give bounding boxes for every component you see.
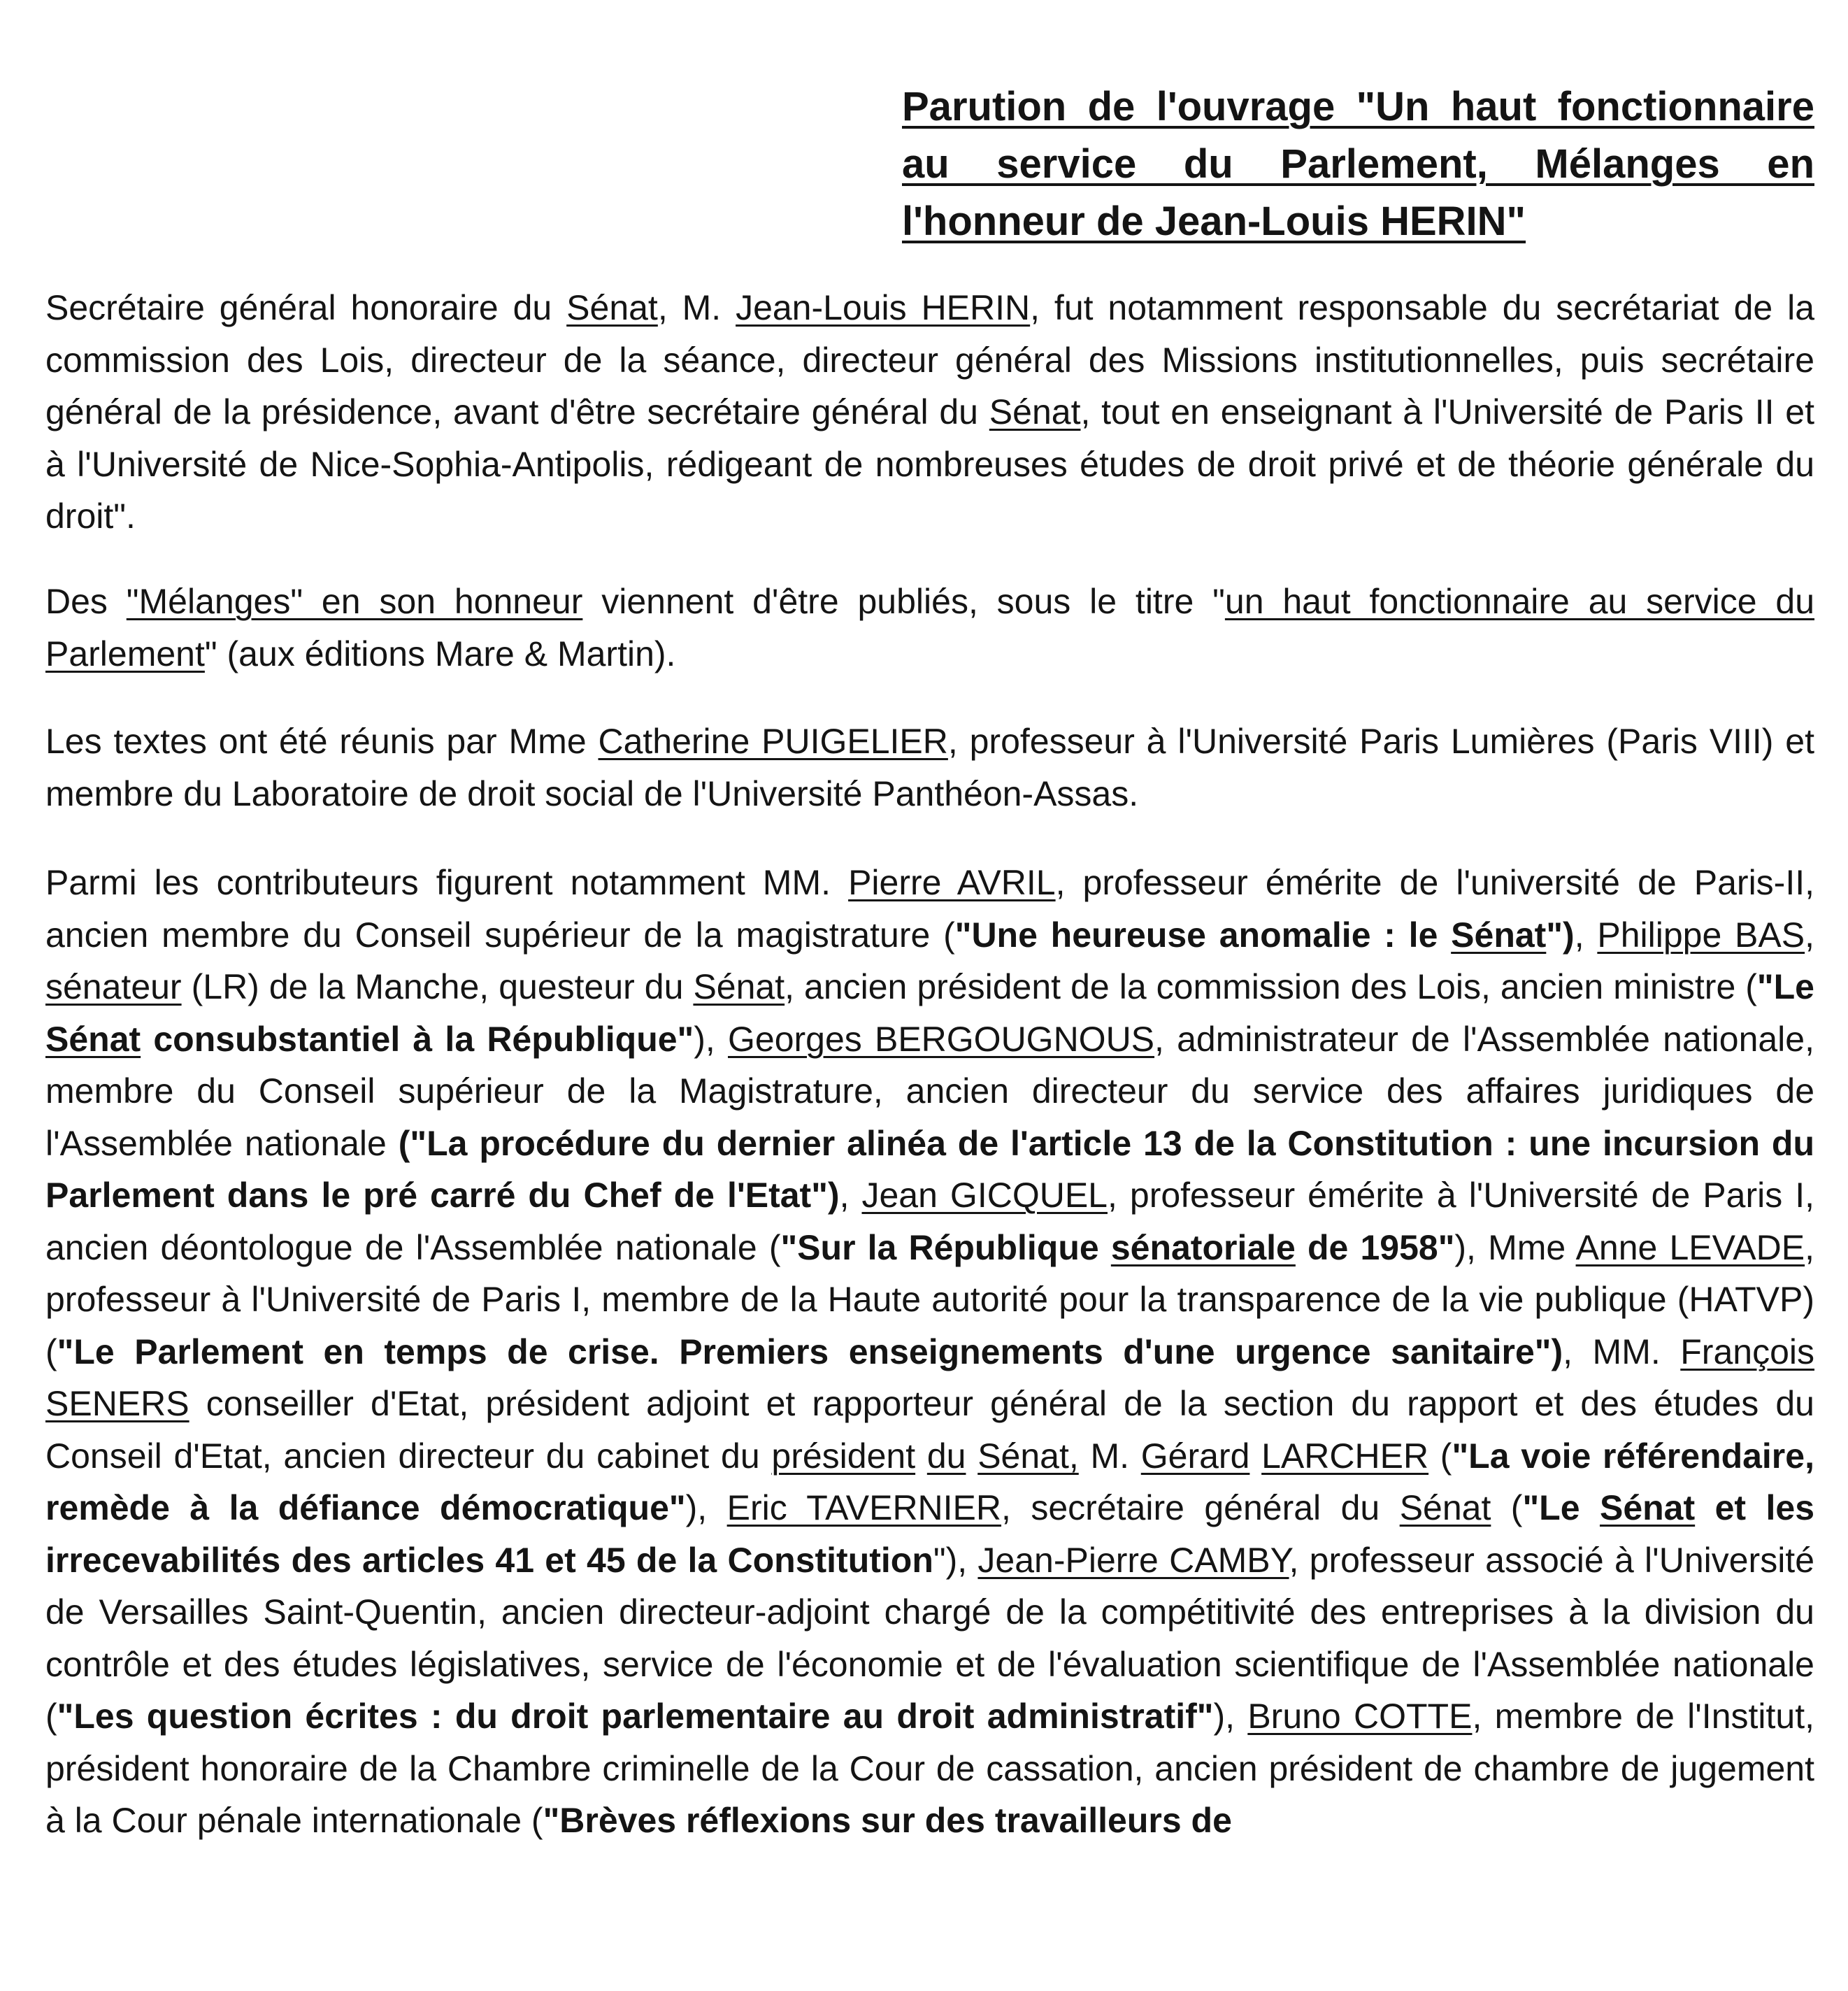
underlined-name-levade: Anne LEVADE <box>1575 1227 1805 1267</box>
text: , professeur à l'Université de Paris I, membre de la Haute autorité pour la transparence de la vie publique (HATVP) ( <box>45 1227 1814 1371</box>
underlined-president: président <box>771 1436 916 1476</box>
paragraph-editor <box>45 715 1814 820</box>
underlined-name-camby: Jean-Pierre CAMBY <box>977 1540 1289 1580</box>
bold-contribution-title: "Le Parlement en temps de crise. Premiers enseignements d'une urgence sanitaire") <box>57 1332 1563 1371</box>
underlined-name-gerard: Gérard <box>1140 1436 1250 1476</box>
underlined-senateur: sénateur <box>45 967 182 1006</box>
text: et les irrecevabilités des articles 41 et 45 de la Constitution <box>45 1488 1815 1580</box>
paragraph-contributors <box>45 857 1814 1847</box>
paragraph-publication <box>45 576 1814 680</box>
underlined-melanges: "Mélanges" en son honneur <box>126 582 583 621</box>
underlined-senat: Sénat <box>1599 1488 1696 1527</box>
text: , fut notamment responsable du secrétariat de la commission des Lois, directeur de la séance, directeur général des Missions institutionnelles, puis secrétaire général de la présidence, avant d'être secrétaire général du <box>45 288 1815 431</box>
underlined-senat: Sénat <box>1451 915 1547 955</box>
text: (LR) de la Manche, questeur du <box>181 967 694 1006</box>
underlined-name-larcher: LARCHER <box>1261 1436 1429 1476</box>
text: , <box>1574 915 1598 955</box>
text: , professeur associé à l'Université de Versailles Saint-Quentin, ancien directeur-adjoint chargé de la compétitivité des entreprises à la division du contrôle et des études législatives, service de l'économie et de l'évaluation scientifique de l'Assemblée nationale ( <box>45 1540 1814 1736</box>
text: ), Mme <box>1454 1227 1576 1267</box>
underlined-name-seners: François SENERS <box>45 1332 1814 1423</box>
bold-contribution-title <box>780 1228 1454 1267</box>
underlined-name-herin: Jean-Louis HERIN <box>736 288 1031 327</box>
document-title <box>902 78 1814 250</box>
underlined-name-avril: Pierre AVRIL <box>848 863 1056 902</box>
underlined-senat: Sénat <box>566 288 658 327</box>
text: consubstantiel à la République" <box>141 1019 694 1059</box>
underlined-name-puigelier: Catherine PUIGELIER <box>598 722 948 761</box>
underlined-name-bas: Philippe BAS <box>1597 915 1805 955</box>
text: , <box>839 1176 862 1215</box>
text: viennent d'être publiés, sous le titre " <box>582 582 1225 621</box>
underlined-senat: Sénat <box>989 392 1081 431</box>
text: ( <box>1491 1488 1523 1527</box>
title-line-2: au service du Parlement, Mélanges en <box>902 141 1814 187</box>
text: " (aux éditions Mare & Martin). <box>204 634 676 673</box>
text: , M. <box>657 288 736 327</box>
text: "Une heureuse anomalie : le <box>954 915 1452 955</box>
underlined-name-cotte: Bruno COTTE <box>1247 1697 1473 1736</box>
text: ( <box>1428 1436 1452 1476</box>
text: , professeur émérite à l'Université de Paris I, ancien déontologue de l'Assemblée nationale ( <box>45 1176 1814 1267</box>
text: , membre de l'Institut, président honoraire de la Chambre criminelle de la Cour de cassation, ancien président de chambre de jugement à la Cour pénale internationale ( <box>45 1697 1814 1840</box>
text: , professeur à l'Université Paris Lumières (Paris VIII) et membre du Laboratoire de droit social de l'Université Panthéon-Assas. <box>45 722 1814 813</box>
underlined-name-tavernier: Eric TAVERNIER <box>726 1488 1002 1527</box>
text <box>915 1436 927 1476</box>
text: , tout en enseignant à l'Université de Paris II et à l'Université de Nice-Sophia-Antipolis, rédigeant de nombreuses études de droit privé et de théorie générale du droit". <box>45 392 1814 536</box>
underlined-name-bergougnous: Georges BERGOUGNOUS <box>728 1019 1155 1059</box>
text: conseiller d'Etat, président adjoint et rapporteur général de la section du rapport et des études du Conseil d'Etat, ancien directeur du cabinet du <box>45 1384 1814 1476</box>
paragraph-career <box>45 282 1814 543</box>
text: "Sur la République <box>780 1227 1111 1267</box>
title-line-3: l'honneur de Jean-Louis HERIN" <box>902 199 1526 244</box>
text: ), <box>1213 1697 1248 1736</box>
underlined-senat: Sénat, <box>977 1436 1079 1476</box>
bold-contribution-title: ("La procédure du dernier alinéa de l'article 13 de la Constitution : une incursion du Parlement dans le pré carré du Chef de l'Etat") <box>45 1123 1814 1215</box>
text: M. <box>1078 1436 1141 1476</box>
underlined-senatoriale: sénatoriale <box>1110 1227 1296 1267</box>
text: ), <box>694 1019 728 1059</box>
underlined-senat: Sénat <box>45 1019 141 1059</box>
underlined-name-gicquel: Jean GICQUEL <box>861 1176 1108 1215</box>
text: de 1958" <box>1295 1227 1455 1267</box>
underlined-senat: Sénat <box>693 967 785 1006</box>
text: , ancien président de la commission des Lois, ancien ministre ( <box>785 967 1757 1006</box>
bold-contribution-title: "La voie référendaire, remède à la défiance démocratique" <box>45 1436 1814 1527</box>
text: ), <box>685 1488 727 1527</box>
text: , secrétaire général du <box>1001 1488 1400 1527</box>
text <box>966 1436 977 1476</box>
title-line-1: Parution de l'ouvrage "Un haut fonctionnaire <box>902 84 1814 129</box>
text: , administrateur de l'Assemblée nationale, membre du Conseil supérieur de la Magistrature, ancien directeur du service des affaires juridiques de l'Assemblée nationale <box>45 1019 1814 1163</box>
text: Les textes ont été réunis par Mme <box>45 722 599 761</box>
text: , MM. <box>1563 1332 1681 1371</box>
text: ") <box>1546 915 1575 955</box>
underlined-du: du <box>926 1436 966 1476</box>
underlined-senat: Sénat <box>1399 1488 1491 1527</box>
text: "), <box>933 1540 978 1580</box>
text: Des <box>45 582 127 621</box>
text: , <box>1805 915 1814 955</box>
text: Parmi les contributeurs figurent notamment MM. <box>45 863 849 902</box>
bold-contribution-title: "Brèves réflexions sur des travailleurs de <box>543 1801 1232 1840</box>
bold-contribution-title: "Les question écrites : du droit parlementaire au droit administratif" <box>57 1697 1214 1736</box>
text: "Le <box>1756 967 1814 1006</box>
underlined-book-title: un haut fonctionnaire au service du Parlement <box>45 582 1815 673</box>
text <box>1249 1436 1261 1476</box>
bold-contribution-title <box>955 915 1575 955</box>
text: Secrétaire général honoraire du <box>45 288 567 327</box>
text: , professeur émérite de l'université de Paris-II, ancien membre du Conseil supérieur de la magistrature ( <box>45 863 1814 955</box>
text: "Le <box>1522 1488 1600 1527</box>
